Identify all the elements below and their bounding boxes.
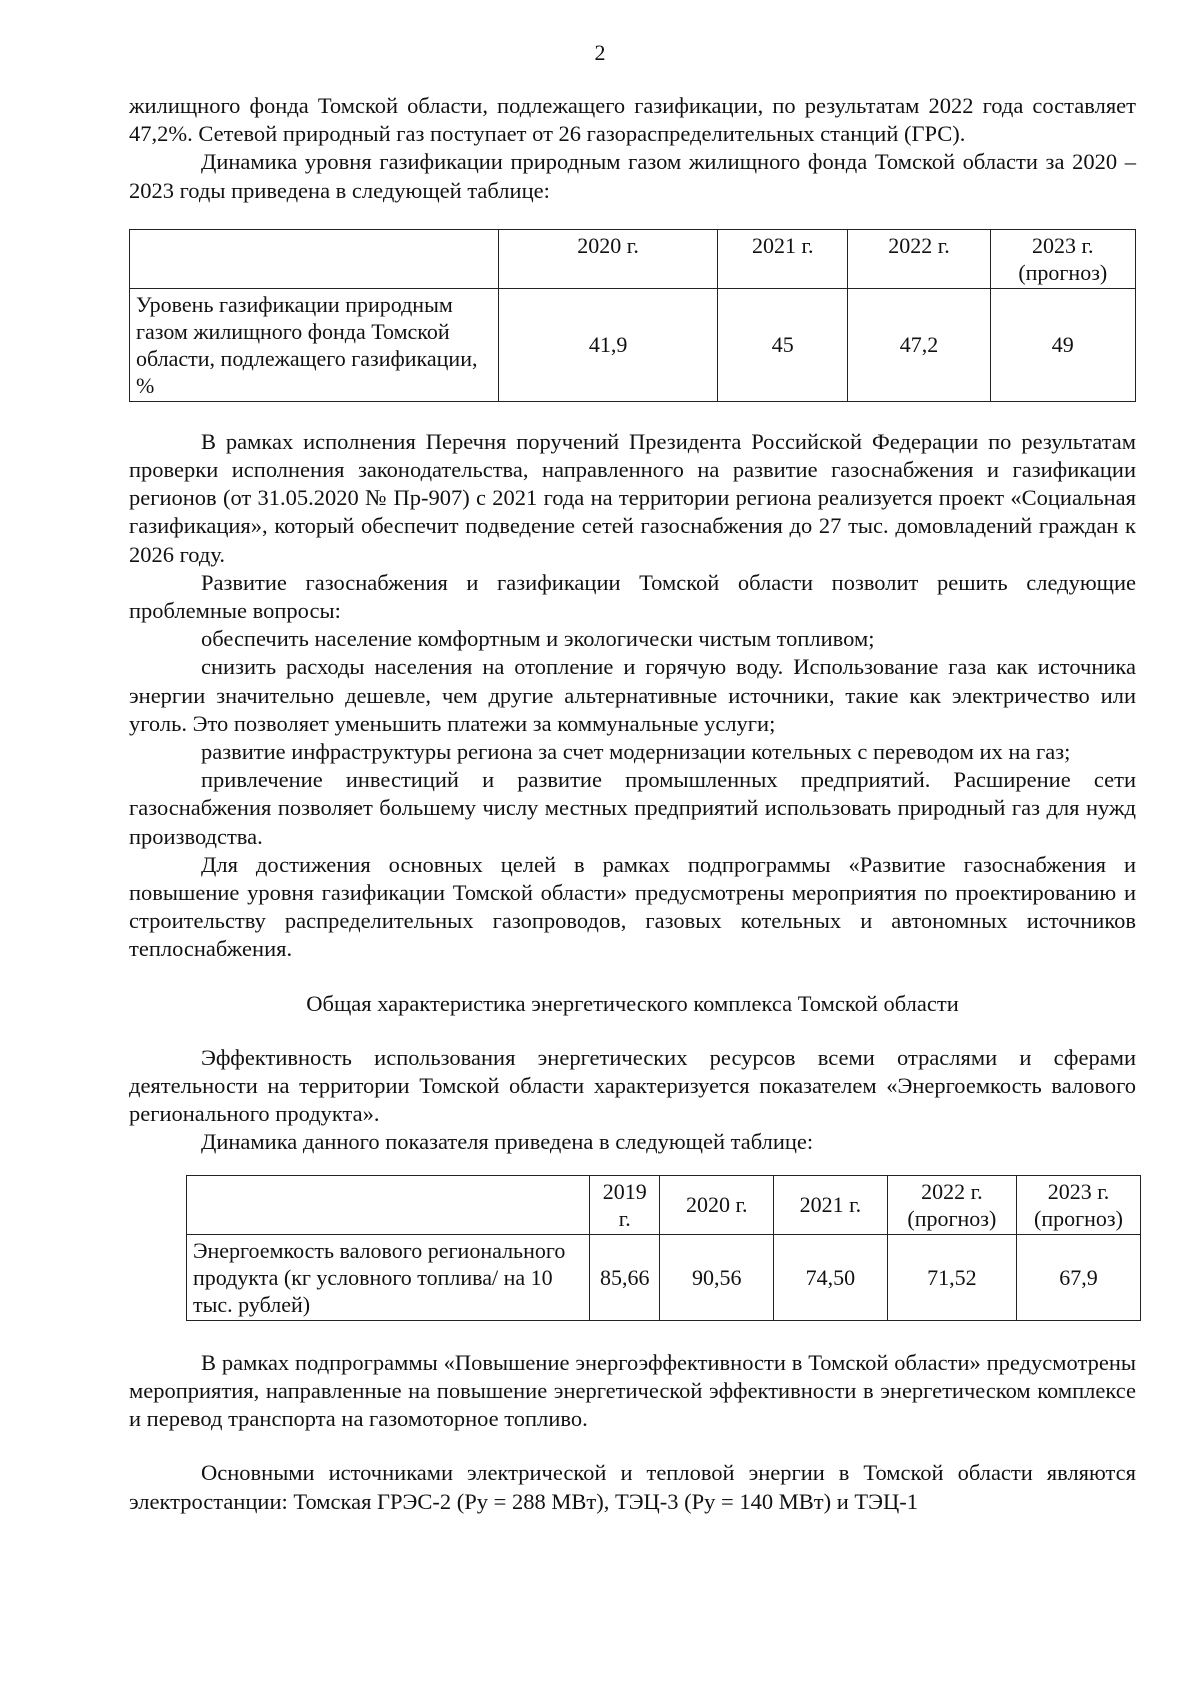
document-body: [129, 92, 1136, 1516]
paragraph: обеспечить население комфортным и экологически чистым топливом;: [201, 626, 875, 652]
table-cell: 49: [990, 288, 1135, 401]
table-cell: 67,9: [1016, 1234, 1140, 1320]
table-cell: 41,9: [498, 288, 717, 401]
table-header-cell: 2022 г.: [848, 229, 990, 288]
paragraph: Для достижения основных целей в рамках подпрограммы «Развитие газоснабжения и повышение уровня газификации Томской области» предусмотрены мероприятия по проектированию и строительству распределительных газопроводов, газовых котельных и автономных источников теплоснабжения.: [129, 851, 1136, 962]
table-header-cell: 2021 г.: [774, 1175, 888, 1234]
table-row-label: Уровень газификации природным газом жилищного фонда Томской области, подлежащего газификации, %: [130, 288, 499, 401]
paragraph: Развитие газоснабжения и газификации Томской области позволит решить следующие проблемные вопросы:: [129, 569, 1136, 624]
table-header-row: [130, 229, 1136, 288]
section-heading: Общая характеристика энергетического комплекса Томской области: [306, 990, 959, 1016]
table-row: [130, 288, 1136, 401]
table-cell: 47,2: [848, 288, 990, 401]
table-header-cell: [187, 1175, 590, 1234]
table-cell: 45: [718, 288, 848, 401]
energy-intensity-table: [186, 1175, 1141, 1321]
page-number: 2: [594, 40, 606, 65]
table-header-cell: 2023 г. (прогноз): [1016, 1175, 1140, 1234]
paragraph: Эффективность использования энергетических ресурсов всеми отраслями и сферами деятельности на территории Томской области характеризуется показателем «Энергоемкость валового регионального продукта».: [129, 1044, 1136, 1127]
paragraph: привлечение инвестиций и развитие промышленных предприятий. Расширение сети газоснабжения позволяет большему числу местных предприятий использовать природный газ для нужд производства.: [129, 767, 1136, 849]
table-header-cell: 2023 г. (прогноз): [990, 229, 1135, 288]
paragraph: снизить расходы населения на отопление и горячую воду. Использование газа как источника энергии значительно дешевле, чем другие альтернативные источники, такие как электричество или уголь. Это позволяет уменьшить платежи за коммунальные услуги;: [129, 654, 1136, 736]
table-header-row: [187, 1175, 1141, 1234]
table-header-cell: 2021 г.: [718, 229, 848, 288]
paragraph: Основными источниками электрической и тепловой энергии в Томской области являются электростанции: Томская ГРЭС-2 (Ру = 288 МВт), ТЭЦ-3 (Ру = 140 МВт) и ТЭЦ-1: [129, 1460, 1136, 1514]
paragraph: В рамках подпрограммы «Повышение энергоэффективности в Томской области» предусмотрены мероприятия, направленные на повышение энергетической эффективности в энергетическом комплексе и перевод транспорта на газомоторное топливо.: [129, 1349, 1136, 1432]
table-header-cell: [130, 229, 499, 288]
paragraph: жилищного фонда Томской области, подлежащего газификации, по результатам 2022 года составляет 47,2%. Сетевой природный газ поступает от 26 газораспределительных станций (ГРС).: [129, 93, 1136, 147]
paragraph: Динамика данного показателя приведена в следующей таблице:: [201, 1129, 814, 1155]
table-header-cell: 2019 г.: [590, 1175, 660, 1234]
table-cell: 71,52: [887, 1234, 1016, 1320]
table-header-cell: 2020 г.: [498, 229, 717, 288]
table-row-label: Энергоемкость валового регионального продукта (кг условного топлива/ на 10 тыс. рублей): [187, 1234, 590, 1320]
paragraph: В рамках исполнения Перечня поручений Президента Российской Федерации по результатам проверки исполнения законодательства, направленного на развитие газоснабжения и газификации регионов (от 31.05.2020 № Пр-907) с 2021 года на территории региона реализуется проект «Социальная газификация», который обеспечит подведение сетей газоснабжения до 27 тыс. домовладений граждан к 2026 году.: [129, 428, 1136, 567]
table-header-cell: 2022 г. (прогноз): [887, 1175, 1016, 1234]
paragraph: Динамика уровня газификации природным газом жилищного фонда Томской области за 2020 – 2023 годы приведена в следующей таблице:: [129, 149, 1136, 203]
table-cell: 90,56: [660, 1234, 774, 1320]
table-cell: 74,50: [774, 1234, 888, 1320]
paragraph: развитие инфраструктуры региона за счет модернизации котельных с переводом их на газ;: [201, 739, 1071, 765]
gasification-table: [129, 229, 1136, 402]
table-header-cell: 2020 г.: [660, 1175, 774, 1234]
table-cell: 85,66: [590, 1234, 660, 1320]
table-row: [187, 1234, 1141, 1320]
